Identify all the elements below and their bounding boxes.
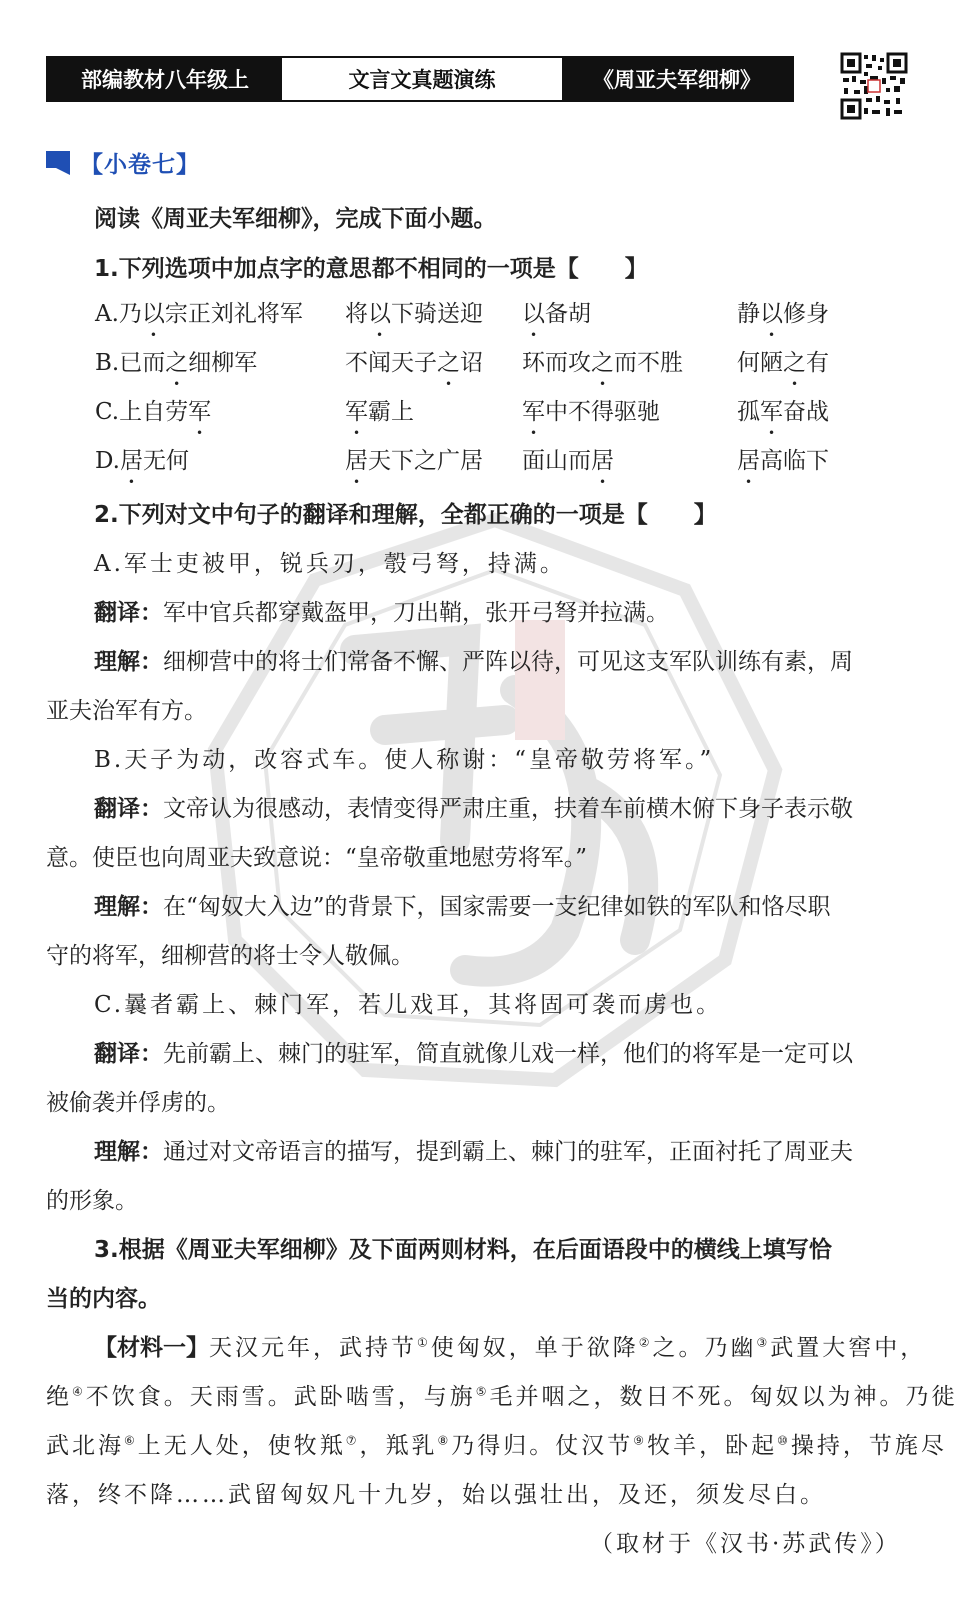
section-title: 【小卷七】 — [80, 152, 200, 178]
dotted-key-character: 之 — [591, 350, 614, 376]
footnote-marker: ⑤ — [475, 1384, 490, 1399]
option-a-sentence: A.军士吏被甲，锐兵刃，彀弓弩，持满。 — [94, 551, 566, 577]
dotted-key-character: 居 — [591, 448, 614, 474]
qr-code-icon — [840, 52, 908, 120]
footnote-marker: ② — [638, 1335, 653, 1350]
dotted-key-character: 以 — [141, 301, 165, 327]
understanding-label: 理解： — [94, 1139, 163, 1165]
dotted-key-character: 以 — [760, 301, 783, 327]
material-text: 天汉元年，武持节 — [209, 1335, 417, 1361]
dotted-key-character: 军 — [188, 399, 212, 425]
material-text: 操持，节旄尽 — [790, 1433, 947, 1459]
q1-option-a-3 — [522, 299, 591, 329]
dotted-key-character: 军 — [522, 399, 545, 425]
q1-option-c-4 — [737, 397, 829, 427]
option-text-after: 天下之广居 — [368, 448, 483, 474]
option-b-translation-cont: 意。使臣也向周亚夫致意说：“皇帝敬重地慰劳将军。” — [46, 845, 588, 871]
option-a-understanding — [46, 647, 926, 677]
dotted-key-character: 之 — [165, 350, 189, 376]
header-topic: 文言文真题演练 — [282, 58, 562, 100]
question-2-stem: 2.下列对文中句子的翻译和理解，全都正确的一项是【 】 — [94, 502, 717, 528]
option-text-after: 奋战 — [783, 399, 829, 425]
footnote-marker: ⑥ — [124, 1433, 138, 1448]
option-letter: D. — [95, 448, 120, 474]
option-text-before: 已而 — [119, 350, 166, 376]
material-text: 毛并咽之，数日不死。匈奴以为神。乃徙 — [489, 1384, 958, 1410]
option-text-after: 高临下 — [760, 448, 829, 474]
option-text-after: 无何 — [142, 448, 189, 474]
dotted-key-character: 军 — [760, 399, 783, 425]
footnote-marker: ⑦ — [345, 1433, 360, 1448]
option-a-translation — [46, 598, 926, 628]
option-b-translation — [46, 794, 926, 824]
material-1-line-1 — [46, 1333, 926, 1363]
material-label: 【材料一】 — [94, 1335, 209, 1361]
q1-option-d-2 — [345, 446, 483, 476]
option-text-after: 霸上 — [368, 399, 414, 425]
understanding-label: 理解： — [94, 649, 163, 675]
option-c-understanding — [46, 1137, 926, 1167]
material-text: 牧羊，卧起 — [647, 1433, 778, 1459]
dotted-key-character: 之 — [783, 350, 806, 376]
q1-option-d-1 — [95, 446, 189, 476]
option-text-after: 而不胜 — [614, 350, 683, 376]
q1-option-c-1 — [95, 397, 211, 427]
option-text-after: 细柳军 — [188, 350, 258, 376]
material-1-line-3 — [46, 1431, 947, 1461]
header-bar — [46, 56, 794, 102]
material-text: 武北海 — [46, 1433, 124, 1459]
option-text-after: 备胡 — [545, 301, 591, 327]
option-text-before: 不闻天子 — [345, 350, 437, 376]
footnote-marker: ① — [417, 1335, 431, 1350]
question-1-stem: 1.下列选项中加点字的意思都不相同的一项是【 】 — [94, 256, 648, 282]
option-a-understanding-cont: 亚夫治军有方。 — [46, 698, 207, 724]
option-letter: A. — [95, 301, 119, 327]
material-1-source: （取材于《汉书·苏武传》） — [590, 1531, 901, 1557]
translation-label: 翻译： — [94, 1041, 163, 1067]
dotted-key-character: 居 — [737, 448, 760, 474]
footnote-marker: ⑨ — [633, 1433, 648, 1448]
q1-option-d-3 — [522, 446, 614, 476]
dotted-key-character: 之 — [437, 350, 460, 376]
material-text: 武置大窖中， — [770, 1335, 927, 1361]
option-letter: C. — [95, 399, 120, 425]
material-1-line-2 — [46, 1382, 958, 1412]
question-3-stem: 3.根据《周亚夫军细柳》及下面两则材料，在后面语段中的横线上填写恰 — [94, 1237, 832, 1263]
material-text: 乃得归。仗汉节 — [451, 1433, 634, 1459]
option-text-before: 将 — [345, 301, 368, 327]
material-1-line-4: 落，终不降……武留匈奴凡十九岁，始以强壮出，及还，须发尽白。 — [46, 1482, 826, 1508]
option-text-before: 孤 — [737, 399, 760, 425]
section-tag — [46, 146, 200, 179]
dotted-key-character: 居 — [345, 448, 368, 474]
footnote-marker: ⑧ — [437, 1433, 452, 1448]
option-b-understanding-cont: 守的将军，细柳营的将士令人敬佩。 — [46, 943, 414, 969]
footnote-marker: ④ — [72, 1384, 86, 1399]
header-grade: 部编教材八年级上 — [48, 58, 282, 100]
material-text: 绝 — [46, 1384, 72, 1410]
translation-text: 先前霸上、棘门的驻军，简直就像儿戏一样，他们的将军是一定可以 — [163, 1041, 853, 1067]
understanding-label: 理解： — [94, 894, 163, 920]
q1-option-c-3 — [522, 397, 660, 427]
translation-label: 翻译： — [94, 796, 163, 822]
translation-text: 军中官兵都穿戴盔甲，刀出鞘，张开弓弩并拉满。 — [163, 600, 669, 626]
option-letter: B. — [95, 350, 120, 376]
header-lesson: 《周亚夫军细柳》 — [562, 58, 792, 100]
option-c-translation-cont: 被偷袭并俘虏的。 — [46, 1090, 230, 1116]
material-text: 上无人处，使牧羝 — [137, 1433, 346, 1459]
q1-option-d-4 — [737, 446, 829, 476]
option-text-before: 乃 — [118, 301, 142, 327]
material-text: 之。乃幽 — [652, 1335, 757, 1361]
question-3-stem-cont: 当的内容。 — [46, 1286, 161, 1312]
option-text-after: 修身 — [783, 301, 829, 327]
option-c-understanding-cont: 的形象。 — [46, 1188, 138, 1214]
material-text: ，羝乳 — [359, 1433, 438, 1459]
option-text-before: 何陋 — [737, 350, 783, 376]
intro-instruction: 阅读《周亚夫军细柳》，完成下面小题。 — [94, 206, 497, 232]
q1-option-b-3 — [522, 348, 683, 378]
translation-text: 文帝认为很感动，表情变得严肃庄重，扶着车前横木俯下身子表示敬 — [163, 796, 853, 822]
option-text-after: 宗正刘礼将军 — [164, 301, 303, 327]
footnote-marker: ③ — [756, 1335, 771, 1350]
dotted-key-character: 以 — [522, 301, 545, 327]
option-c-translation — [46, 1039, 926, 1069]
q1-option-a-2 — [345, 299, 483, 329]
dotted-key-character: 居 — [119, 448, 143, 474]
material-text: 使匈奴，单于欲降 — [430, 1335, 639, 1361]
option-c-sentence: C.曩者霸上、棘门军，若儿戏耳，其将固可袭而虏也。 — [94, 992, 723, 1018]
option-text-after: 下骑送迎 — [391, 301, 483, 327]
dotted-key-character: 以 — [368, 301, 391, 327]
understanding-text: 在“匈奴大入边”的背景下，国家需要一支纪律如铁的军队和恪尽职 — [163, 894, 831, 920]
understanding-text: 细柳营中的将士们常备不懈、严阵以待，可见这支军队训练有素，周 — [163, 649, 853, 675]
q1-option-b-2 — [345, 348, 483, 378]
understanding-text: 通过对文帝语言的描写，提到霸上、棘门的驻军，正面衬托了周亚夫 — [163, 1139, 853, 1165]
option-text-after: 中不得驱驰 — [545, 399, 660, 425]
q1-option-a-1 — [95, 299, 303, 329]
option-text-after: 有 — [806, 350, 829, 376]
option-text-after: 诏 — [460, 350, 483, 376]
q1-option-b-4 — [737, 348, 829, 378]
q1-option-b-1 — [95, 348, 257, 378]
option-text-before: 静 — [737, 301, 760, 327]
option-text-before: 上自劳 — [119, 399, 189, 425]
option-b-understanding — [46, 892, 926, 922]
speech-bubble-icon — [46, 151, 74, 175]
option-b-sentence: B.天子为动，改容式车。使人称谢：“皇帝敬劳将军。” — [94, 747, 715, 773]
option-text-before: 面山而 — [522, 448, 591, 474]
dotted-key-character: 军 — [345, 399, 368, 425]
q1-option-c-2 — [345, 397, 414, 427]
material-text: 不饮食。天雨雪。武卧啮雪，与旃 — [85, 1384, 476, 1410]
option-text-before: 环而攻 — [522, 350, 591, 376]
translation-label: 翻译： — [94, 600, 163, 626]
footnote-marker: ⑩ — [777, 1433, 791, 1448]
q1-option-a-4 — [737, 299, 829, 329]
